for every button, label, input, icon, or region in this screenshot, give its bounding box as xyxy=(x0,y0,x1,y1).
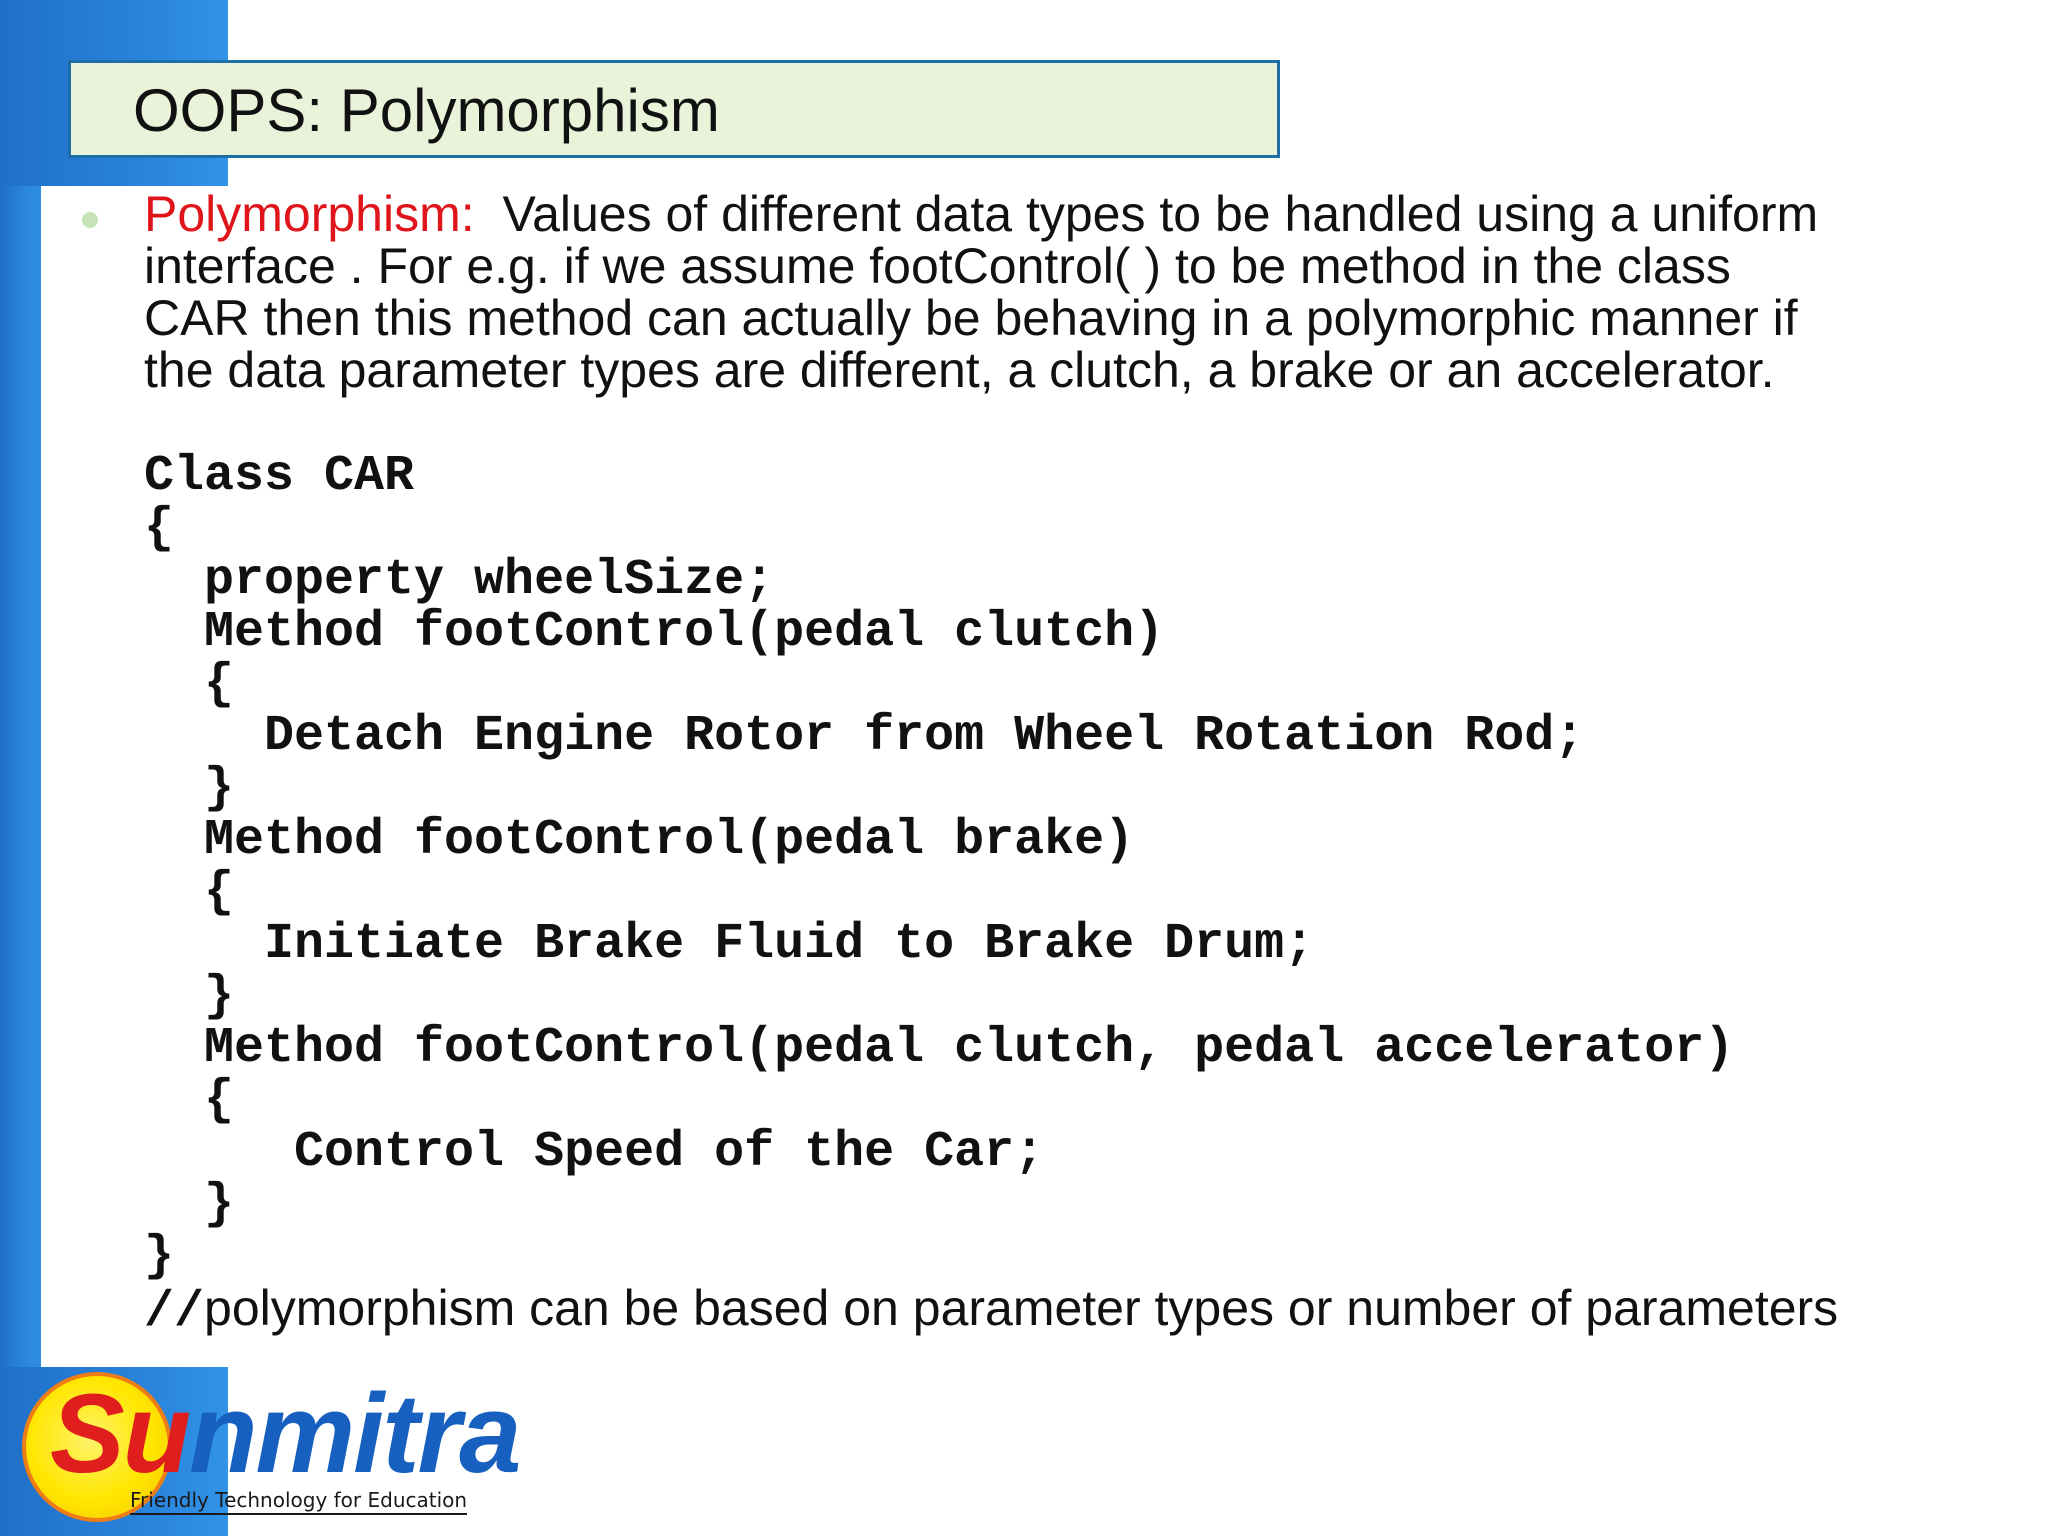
definition-paragraph xyxy=(144,188,2024,396)
code-line: Initiate Brake Fluid to Brake Drum; xyxy=(144,916,1315,973)
paragraph-line-1 xyxy=(144,188,2024,240)
code-line: Method footControl(pedal clutch) xyxy=(144,604,1165,661)
paragraph-text: Values of different data types to be handled using a uniform xyxy=(502,186,1819,242)
code-line: Method footControl(pedal brake) xyxy=(144,812,1135,869)
code-line: { xyxy=(144,500,175,557)
code-line: { xyxy=(144,656,235,713)
code-line: } xyxy=(144,968,235,1025)
bullet-icon xyxy=(82,212,98,228)
code-line: Control Speed of the Car; xyxy=(144,1124,1045,1181)
code-line: property wheelSize; xyxy=(144,552,775,609)
code-comment xyxy=(144,1282,1838,1339)
code-block xyxy=(144,448,1735,1285)
slide-title: OOPS: Polymorphism xyxy=(133,77,720,144)
term-label: Polymorphism: xyxy=(144,186,475,242)
code-line: { xyxy=(144,864,235,921)
code-line: Class CAR xyxy=(144,448,415,505)
paragraph-line-3: CAR then this method can actually be behaving in a polymorphic manner if xyxy=(144,290,1798,346)
code-line: Detach Engine Rotor from Wheel Rotation Rod; xyxy=(144,708,1585,765)
code-line: } xyxy=(144,1228,175,1285)
code-line: } xyxy=(144,760,235,817)
comment-slashes: // xyxy=(144,1284,205,1341)
logo-wordmark: Sunmitra xyxy=(50,1371,520,1496)
code-line: } xyxy=(144,1176,235,1233)
code-line: { xyxy=(144,1072,235,1129)
paragraph-line-2: interface . For e.g. if we assume footControl( ) to be method in the class xyxy=(144,238,1731,294)
code-line: Method footControl(pedal clutch, pedal accelerator) xyxy=(144,1020,1735,1077)
paragraph-line-4: the data parameter types are different, a clutch, a brake or an accelerator. xyxy=(144,342,1775,398)
logo-tagline: Friendly Technology for Education xyxy=(130,1488,467,1515)
sunmitra-logo xyxy=(22,1371,520,1522)
comment-text: polymorphism can be based on parameter types or number of parameters xyxy=(204,1280,1839,1336)
